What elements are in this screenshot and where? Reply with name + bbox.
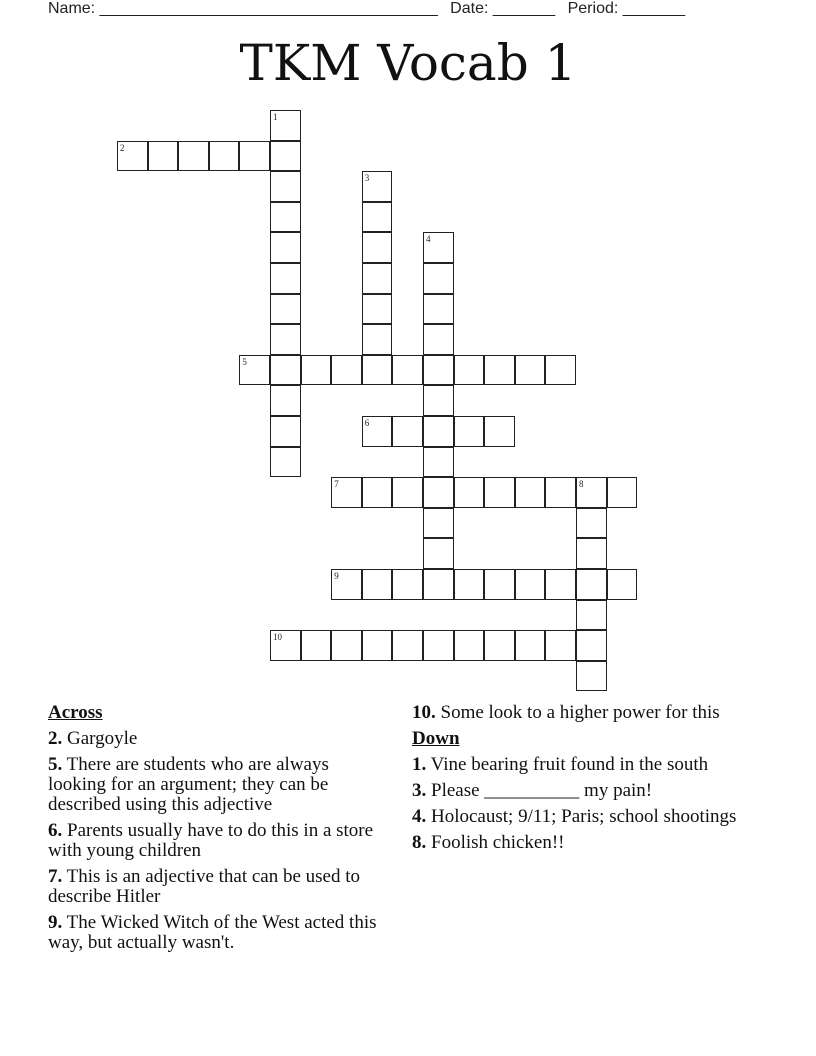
crossword-cell[interactable] (484, 630, 515, 661)
across-heading: Across (48, 702, 103, 723)
crossword-cell[interactable] (301, 355, 332, 386)
crossword-cell[interactable] (270, 324, 301, 355)
crossword-cell[interactable] (270, 110, 301, 141)
crossword-cell[interactable] (607, 569, 638, 600)
across-clue-10 (412, 703, 757, 723)
cell-number: 9 (334, 571, 339, 581)
crossword-cell[interactable] (423, 385, 454, 416)
across-clue-6 (48, 821, 388, 861)
crossword-cell[interactable] (515, 477, 546, 508)
clue-number: 3. (412, 780, 427, 801)
across-clue-5 (48, 755, 388, 815)
clue-text: Gargoyle (67, 728, 138, 749)
clue-text: There are students who are always looking for an argument; they can be described using this adjective (48, 754, 329, 815)
crossword-cell[interactable] (362, 569, 393, 600)
clue-text: Holocaust; 9/11; Paris; school shootings (431, 806, 737, 827)
clue-number: 2. (48, 728, 63, 749)
crossword-cell[interactable] (270, 355, 301, 386)
crossword-cell[interactable] (392, 477, 423, 508)
clue-text: Some look to a higher power for this (440, 702, 720, 723)
crossword-cell[interactable] (331, 355, 362, 386)
crossword-cell[interactable] (270, 141, 301, 172)
crossword-cell[interactable] (576, 477, 607, 508)
crossword-cell[interactable] (270, 447, 301, 478)
crossword-cell[interactable] (454, 477, 485, 508)
crossword-cell[interactable] (423, 355, 454, 386)
cell-number: 2 (120, 142, 125, 153)
down-clue-8 (412, 833, 757, 853)
crossword-cell[interactable] (484, 569, 515, 600)
crossword-cell[interactable] (117, 141, 148, 172)
clues-right-column (412, 703, 757, 859)
crossword-cell[interactable] (423, 508, 454, 539)
crossword-cell[interactable] (270, 416, 301, 447)
crossword-cell[interactable] (423, 416, 454, 447)
crossword-cell[interactable] (576, 630, 607, 661)
crossword-cell[interactable] (423, 447, 454, 478)
crossword-cell[interactable] (454, 416, 485, 447)
crossword-cell[interactable] (148, 141, 179, 172)
crossword-cell[interactable] (576, 661, 607, 692)
crossword-cell[interactable] (362, 263, 393, 294)
crossword-cell[interactable] (362, 630, 393, 661)
crossword-cell[interactable] (270, 263, 301, 294)
clues-left-column (48, 703, 388, 959)
crossword-cell[interactable] (484, 477, 515, 508)
crossword-cell[interactable] (515, 355, 546, 386)
cell-number: 3 (364, 173, 370, 184)
crossword-cell[interactable] (484, 355, 515, 386)
clue-number: 9. (48, 912, 63, 933)
cell-number: 5 (242, 356, 247, 367)
clue-number: 4. (412, 806, 427, 827)
down-clue-3 (412, 781, 757, 801)
crossword-cell[interactable] (576, 569, 607, 600)
clue-number: 5. (48, 754, 63, 775)
crossword-cell[interactable] (331, 630, 362, 661)
crossword-cell[interactable] (331, 569, 362, 600)
crossword-cell[interactable] (545, 569, 576, 600)
crossword-cell[interactable] (239, 355, 270, 386)
down-heading: Down (412, 728, 460, 749)
crossword-cell[interactable] (545, 355, 576, 386)
name-field[interactable]: Name: ______________________________________ (48, 0, 438, 17)
cell-number: 8 (579, 479, 584, 490)
cell-number: 7 (334, 479, 339, 490)
crossword-cell[interactable] (423, 569, 454, 600)
crossword-cell[interactable] (423, 294, 454, 325)
crossword-cell[interactable] (270, 294, 301, 325)
cell-number: 6 (364, 418, 370, 428)
clue-text: Foolish chicken!! (431, 832, 565, 853)
crossword-cell[interactable] (423, 324, 454, 355)
crossword-cell[interactable] (423, 263, 454, 294)
clue-text: Parents usually have to do this in a store with young children (48, 820, 374, 861)
across-clue-2 (48, 729, 388, 749)
crossword-cell[interactable] (392, 630, 423, 661)
crossword-cell[interactable] (423, 538, 454, 569)
crossword-cell[interactable] (484, 416, 515, 447)
crossword-cell[interactable] (576, 600, 607, 631)
clue-text: The Wicked Witch of the West acted this way, but actually wasn't. (48, 912, 377, 953)
crossword-cell[interactable] (515, 569, 546, 600)
puzzle-title: TKM Vocab 1 (239, 34, 577, 92)
clue-text: Vine bearing fruit found in the south (430, 754, 709, 775)
crossword-cell[interactable] (392, 355, 423, 386)
crossword-cell[interactable] (423, 477, 454, 508)
crossword-cell[interactable] (423, 232, 454, 263)
crossword-cell[interactable] (362, 202, 393, 233)
clue-text: This is an adjective that can be used to describe Hitler (48, 866, 361, 907)
down-clue-4 (412, 807, 757, 827)
crossword-cell[interactable] (392, 569, 423, 600)
period-field[interactable]: Period: _______ (567, 0, 686, 17)
crossword-cell[interactable] (362, 416, 393, 447)
crossword-cell[interactable] (209, 141, 240, 172)
clue-number: 7. (48, 866, 63, 887)
crossword-cell[interactable] (239, 141, 270, 172)
crossword-cell[interactable] (270, 630, 301, 661)
crossword-cell[interactable] (270, 232, 301, 263)
crossword-cell[interactable] (362, 477, 393, 508)
down-clue-1 (412, 755, 757, 775)
crossword-cell[interactable] (515, 630, 546, 661)
crossword-cell[interactable] (454, 569, 485, 600)
crossword-cell[interactable] (362, 355, 393, 386)
crossword-cell[interactable] (392, 416, 423, 447)
crossword-cell[interactable] (331, 477, 362, 508)
crossword-cell[interactable] (545, 630, 576, 661)
cell-number: 1 (273, 112, 278, 122)
crossword-cell[interactable] (362, 232, 393, 263)
crossword-cell[interactable] (270, 202, 301, 233)
crossword-cell[interactable] (423, 630, 454, 661)
crossword-cell[interactable] (362, 324, 393, 355)
crossword-cell[interactable] (178, 141, 209, 172)
clue-number: 6. (48, 820, 63, 841)
crossword-cell[interactable] (454, 355, 485, 386)
clue-number: 8. (412, 832, 427, 853)
clue-text: Please __________ my pain! (431, 780, 653, 801)
across-clue-7 (48, 867, 388, 907)
crossword-cell[interactable] (607, 477, 638, 508)
crossword-cell[interactable] (270, 385, 301, 416)
crossword-cell[interactable] (362, 171, 393, 202)
clue-number: 1. (412, 754, 427, 775)
crossword-cell[interactable] (362, 294, 393, 325)
cell-number: 4 (426, 234, 431, 245)
crossword-cell[interactable] (545, 477, 576, 508)
date-field[interactable]: Date: _______ (450, 0, 556, 17)
crossword-cell[interactable] (270, 171, 301, 202)
across-clue-9 (48, 913, 388, 953)
crossword-cell[interactable] (454, 630, 485, 661)
clue-number: 10. (412, 702, 436, 723)
crossword-cell[interactable] (576, 508, 607, 539)
crossword-cell[interactable] (301, 630, 332, 661)
cell-number: 10 (273, 632, 282, 643)
crossword-cell[interactable] (576, 538, 607, 569)
